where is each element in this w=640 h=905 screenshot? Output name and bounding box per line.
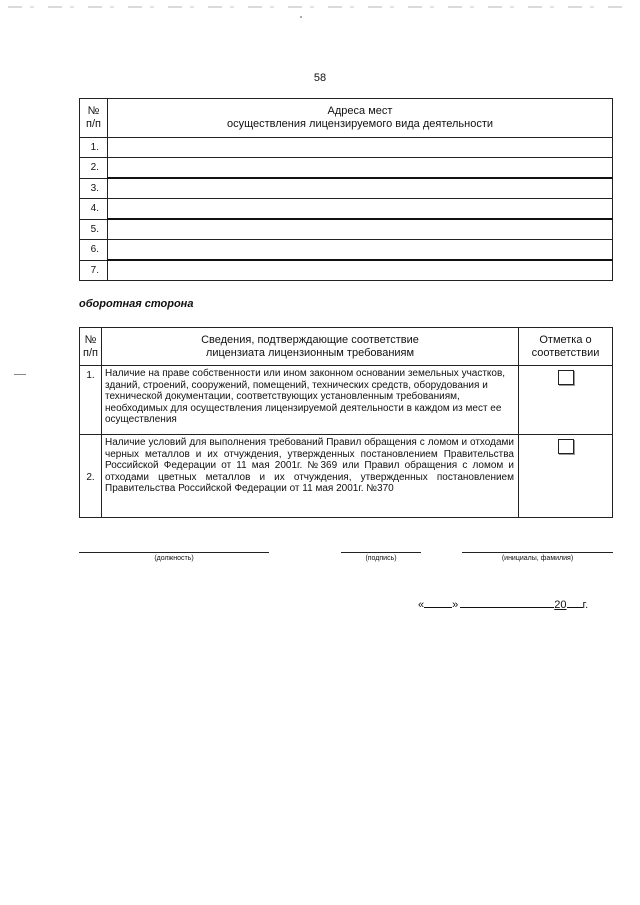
header-title-line1: Адреса мест bbox=[327, 105, 393, 117]
address-field[interactable] bbox=[108, 178, 613, 199]
address-field[interactable] bbox=[108, 199, 613, 220]
row-number: 6. bbox=[80, 240, 108, 261]
row-number: 1. bbox=[80, 138, 108, 158]
compliance-header-info bbox=[102, 328, 519, 366]
header-num-line2: п/п bbox=[83, 346, 98, 359]
table-row bbox=[80, 138, 613, 158]
header-info-line1: Сведения, подтверждающие соответствие bbox=[201, 333, 419, 346]
table-row bbox=[80, 240, 613, 261]
address-field[interactable] bbox=[108, 240, 613, 261]
signature-line[interactable] bbox=[341, 552, 421, 553]
compliance-header-mark bbox=[519, 328, 613, 366]
open-quote: « bbox=[418, 599, 425, 611]
address-field[interactable] bbox=[108, 158, 613, 179]
position-line[interactable] bbox=[79, 552, 269, 553]
header-mark-line2: соответствии bbox=[531, 346, 600, 359]
mark-cell bbox=[519, 366, 613, 435]
row-number: 3. bbox=[80, 178, 108, 199]
addresses-table bbox=[79, 98, 613, 281]
header-num-line1: № bbox=[84, 333, 97, 346]
date-line bbox=[418, 596, 588, 611]
table-row bbox=[80, 199, 613, 220]
scan-artifact-mark bbox=[14, 374, 26, 375]
page-number: 58 bbox=[313, 72, 327, 84]
row-number: 2. bbox=[80, 435, 102, 518]
close-quote: » bbox=[452, 599, 459, 611]
scan-artifact-dot bbox=[300, 16, 302, 18]
compliance-checkbox[interactable] bbox=[558, 439, 574, 454]
row-number: 5. bbox=[80, 219, 108, 240]
header-title-line2: осуществления лицензируемого вида деятельности bbox=[226, 118, 494, 130]
year-prefix: 20 bbox=[554, 599, 567, 611]
table-row bbox=[80, 178, 613, 199]
header-num-line1: № bbox=[87, 105, 100, 117]
row-number: 2. bbox=[80, 158, 108, 179]
table-row bbox=[80, 158, 613, 179]
address-field[interactable] bbox=[108, 219, 613, 240]
requirement-text: Наличие на праве собственности или ином законном основании земельных участков, зданий, строений, сооружений, помещений, технических средств, оборудования и технической документации, соответствующих установленным требованиям, необходимых для осуществления лицензируемой деятельности в каждом из мест ее осуществления bbox=[102, 366, 519, 435]
compliance-table bbox=[79, 327, 613, 518]
row-number: 7. bbox=[80, 260, 108, 281]
compliance-header-num bbox=[80, 328, 102, 366]
addresses-table-header bbox=[80, 99, 613, 138]
mark-cell bbox=[519, 435, 613, 518]
month-field[interactable] bbox=[460, 596, 554, 608]
reverse-side-title: оборотная сторона bbox=[79, 298, 194, 310]
day-field[interactable] bbox=[424, 596, 452, 608]
row-number: 1. bbox=[80, 366, 102, 435]
row-number: 4. bbox=[80, 199, 108, 220]
addresses-header-num bbox=[80, 99, 108, 138]
year-suffix: г. bbox=[582, 599, 589, 611]
header-mark-line1: Отметка о bbox=[539, 333, 592, 346]
table-row bbox=[80, 219, 613, 240]
table-row bbox=[80, 260, 613, 281]
year-field[interactable] bbox=[567, 596, 583, 608]
signature-caption: (подпись) bbox=[365, 555, 397, 562]
compliance-table-header bbox=[80, 328, 613, 366]
header-info-line2: лицензиата лицензионным требованиям bbox=[205, 346, 415, 359]
header-num-line2: п/п bbox=[86, 118, 101, 130]
position-caption: (должность) bbox=[154, 555, 194, 562]
scan-artifact-top bbox=[8, 6, 628, 8]
table-row bbox=[80, 366, 613, 435]
compliance-checkbox[interactable] bbox=[558, 370, 574, 385]
requirement-text: Наличие условий для выполнения требований Правил обращения с ломом и отходами черных металлов и их отчуждения, утвержденных постановлением Правительства Российской Федерации от 11 мая 2001г. №369 или Правил обращения с ломом и отходами цветных металлов и их отчуждения, утвержденных постановлением Правительства Российской Федерации от 11 мая 2001г. №370 bbox=[102, 435, 519, 518]
name-caption: (инициалы, фамилия) bbox=[501, 555, 574, 562]
name-line[interactable] bbox=[462, 552, 613, 553]
address-field[interactable] bbox=[108, 260, 613, 281]
table-row bbox=[80, 435, 613, 518]
address-field[interactable] bbox=[108, 138, 613, 158]
addresses-header-title bbox=[108, 99, 613, 138]
